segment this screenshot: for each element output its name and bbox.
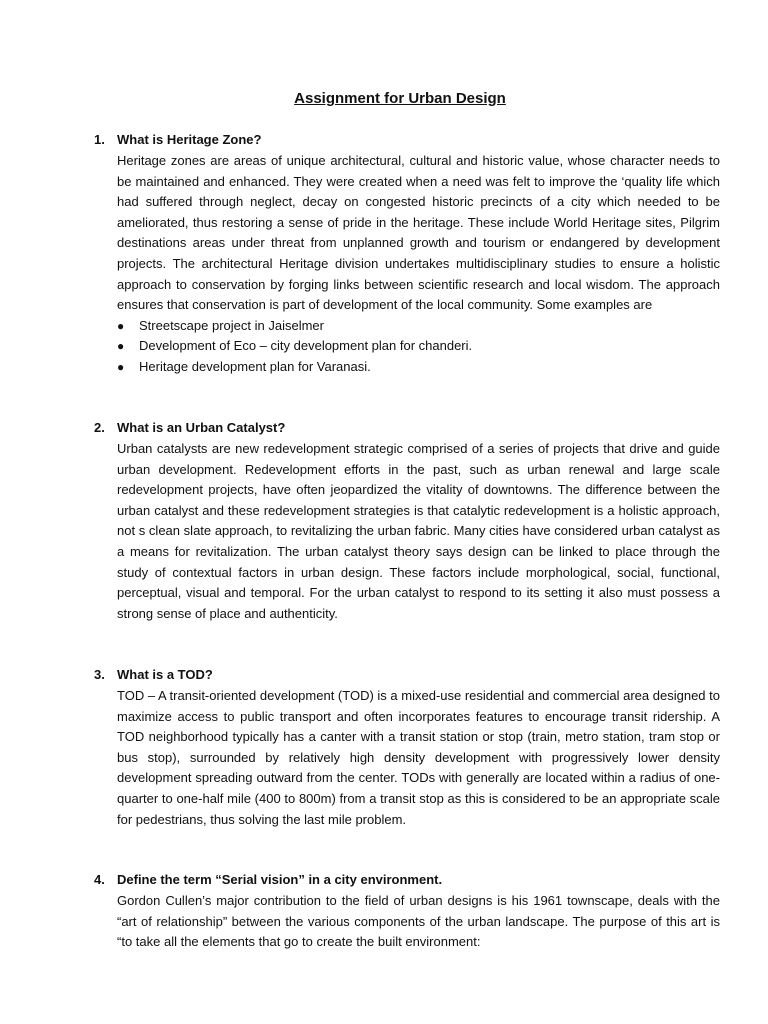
question-answer-text: Gordon Cullen’s major contribution to the field of urban designs is his 1961 townscape, deals with the “art of relationship” between the various components of the urban landscape. The purpose of this art is “to take all the elements that go to create the built environment: [117, 893, 720, 950]
question-heading-text: What is a TOD? [117, 667, 213, 682]
question-heritage-zone [94, 131, 720, 378]
question-heading [94, 666, 720, 684]
list-item-text: Development of Eco – city development plan for chanderi. [139, 338, 473, 354]
question-number: 3. [94, 667, 105, 682]
question-heading-text: What is an Urban Catalyst? [117, 420, 286, 435]
question-heading [94, 419, 720, 437]
question-heading [94, 871, 720, 889]
question-number: 1. [94, 132, 105, 147]
question-heading-text: What is Heritage Zone? [117, 132, 262, 147]
list-item [117, 336, 720, 357]
document-title: Assignment for Urban Design [294, 90, 506, 107]
list-item [117, 316, 720, 337]
question-answer-text: Urban catalysts are new redevelopment strategic comprised of a series of projects that drive and guide urban development. Redevelopment efforts in the past, such as urban renewal and large scale redevelopment projects, have often jeopardized the vitality of downtowns. The difference between the urban catalyst and these redevelopment strategies is that catalytic redevelopment is a holistic approach, not s clean slate approach, to revitalizing the urban fabric. Many cities have considered urban catalyst as a means for revitalization. The urban catalyst theory says design can be linked to place through the study of contextual factors in urban design. These factors include morphological, social, functional, perceptual, visual and temporal. For the urban catalyst to respond to its setting it also must possess a strong sense of place and authenticity. [117, 441, 720, 621]
question-number: 4. [94, 872, 105, 887]
bullet-icon: ● [117, 339, 125, 354]
question-serial-vision [94, 871, 720, 953]
list-item-text: Streetscape project in Jaiselmer [139, 317, 324, 333]
bullet-icon: ● [117, 359, 125, 374]
examples-list [117, 316, 720, 378]
question-heading-text: Define the term “Serial vision” in a city environment. [117, 872, 443, 887]
question-answer-text: TOD – A transit-oriented development (TOD) is a mixed-use residential and commercial area designed to maximize access to public transport and often incorporates features to encourage transit ridership. A TOD neighborhood typically has a canter with a transit station or stop (train, metro station, tram stop or bus stop), surrounded by relatively high density development with progressively lower density development spreading outward from the center. TODs with generally are located within a radius of one-quarter to one-half mile (400 to 800m) from a transit stop as this is considered to be an appropriate scale for pedestrians, thus solving the last mile problem. [117, 688, 720, 827]
question-heading [94, 131, 720, 149]
question-tod [94, 666, 720, 830]
list-item [117, 357, 720, 378]
bullet-icon: ● [117, 318, 125, 333]
question-number: 2. [94, 420, 105, 435]
list-item-text: Heritage development plan for Varanasi. [139, 358, 371, 374]
question-answer-text: Heritage zones are areas of unique architectural, cultural and historic value, whose character needs to be maintained and enhanced. They were created when a need was felt to improve the ‘quality life which had suffered through neglect, decay on congested historic precincts of a city which needed to be ameliorated, thus restoring a sense of pride in the heritage. These include World Heritage sites, Pilgrim destinations areas under threat from unplanned growth and tourism or endangered by development projects. The architectural Heritage division undertakes multidisciplinary studies to ensure a holistic approach to conservation by forging links between scientific research and local wisdom. The approach ensures that conservation is part of development of the local community. Some examples are [117, 153, 720, 313]
question-urban-catalyst [94, 419, 720, 624]
